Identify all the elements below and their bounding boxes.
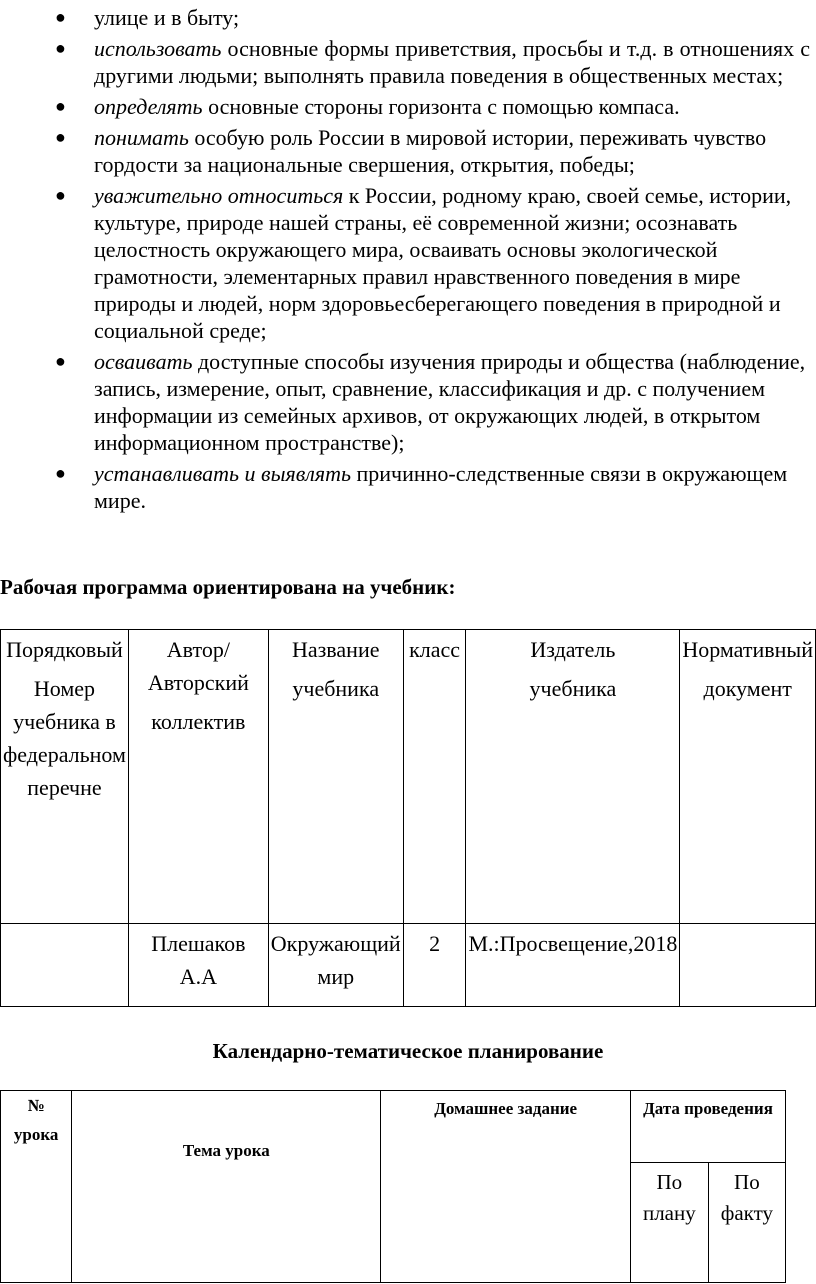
table-cell: М.:Просвещение,2018	[466, 924, 680, 1007]
list-item-text: основные стороны горизонта с помощью компаса.	[202, 94, 680, 119]
list-item-text: к России, родному краю, своей семье, истории, культуре, природе нашей страны, её современной жизни; осознавать целостность окружающего мира, осваивать основы экологической грамотности, элементарных правил нравственного поведения в мире природы и людей, норм здоровьесберегающего поведения в природной и социальной среде;	[94, 183, 792, 343]
bullet-icon: ●	[55, 96, 66, 116]
header-cell-number	[1, 630, 129, 924]
list-item-text: доступные способы изучения природы и общества (наблюдение, запись, измерение, опыт, сравнение, классификация и др. с получением информации из семейных архивов, от окружающих людей, в открытом информационном пространстве);	[94, 349, 806, 455]
table-header-row	[1, 630, 816, 924]
table-row	[1, 924, 816, 1007]
header-cell-top: Автор/Авторский	[147, 637, 249, 695]
plan-heading: Календарно-тематическое планирование	[212, 1039, 604, 1063]
list-item-keyword: использовать	[94, 36, 222, 61]
table-cell	[1, 924, 129, 1007]
bullet-icon: ●	[55, 7, 66, 27]
header-cell-topic: Тема урока	[72, 1091, 381, 1283]
list-item-text: особую роль России в мировой истории, переживать чувство гордости за национальные свершения, открытия, победы;	[94, 125, 767, 177]
bullet-icon: ●	[55, 127, 66, 147]
list-item	[0, 348, 816, 456]
header-cell-publisher	[466, 630, 680, 924]
list-item	[0, 460, 816, 514]
list-item-text: улице и в быту;	[94, 5, 240, 30]
header-cell-regulatory	[680, 630, 816, 924]
program-heading: Рабочая программа ориентирована на учебник:	[0, 575, 456, 599]
header-cell-author	[128, 630, 268, 924]
bullet-icon: ●	[55, 38, 66, 58]
table-cell	[680, 924, 816, 1007]
header-cell-top: Название	[291, 637, 380, 662]
header-cell-title	[268, 630, 403, 924]
table-cell: 2	[403, 924, 466, 1007]
list-item	[0, 124, 816, 178]
list-item-keyword: уважительно относиться	[94, 183, 344, 208]
bullet-icon: ●	[55, 351, 66, 371]
header-cell-bottom: Номер учебника в федеральном перечне	[3, 676, 126, 800]
list-item	[0, 182, 816, 344]
bullet-icon: ●	[55, 463, 66, 483]
header-cell-bottom: учебника	[292, 676, 380, 701]
table-cell: Окружающий мир	[268, 924, 403, 1007]
list-item	[0, 35, 816, 89]
header-cell-grade	[403, 630, 466, 924]
list-item-text: причинно-следственные связи в окружающем мире.	[94, 461, 788, 513]
bullet-list	[0, 4, 816, 518]
header-cell-date: Дата проведения	[630, 1091, 785, 1163]
list-item-keyword: устанавливать и выявлять	[94, 461, 351, 486]
list-item-keyword: понимать	[94, 125, 189, 150]
header-cell-bottom: учебника	[529, 676, 617, 701]
bullet-icon: ●	[55, 185, 66, 205]
list-item	[0, 4, 816, 31]
header-cell-bottom: документ	[703, 676, 792, 701]
table-cell: Плешаков А.А	[128, 924, 268, 1007]
header-cell-planned: По плану	[630, 1163, 708, 1283]
header-cell-top: Издатель	[530, 637, 616, 662]
list-item	[0, 93, 816, 120]
header-cell-top: класс	[409, 637, 461, 662]
header-cell-top: Нормативный	[682, 637, 813, 662]
table-header-row	[1, 1091, 786, 1163]
list-item-text: основные формы приветствия, просьбы и т.д. в отношениях с другими людьми; выполнять правила поведения в общественных местах;	[94, 36, 810, 88]
textbook-table	[0, 629, 816, 1007]
plan-table	[0, 1090, 786, 1283]
list-item-keyword: определять	[94, 94, 203, 119]
header-cell-homework: Домашнее задание	[381, 1091, 631, 1283]
header-cell-top: Порядковый	[6, 637, 123, 662]
list-item-keyword: осваивать	[94, 349, 193, 374]
header-cell-lesson-number: № урока	[1, 1091, 72, 1283]
header-cell-actual: По факту	[708, 1163, 785, 1283]
header-cell-bottom: коллектив	[151, 709, 246, 734]
